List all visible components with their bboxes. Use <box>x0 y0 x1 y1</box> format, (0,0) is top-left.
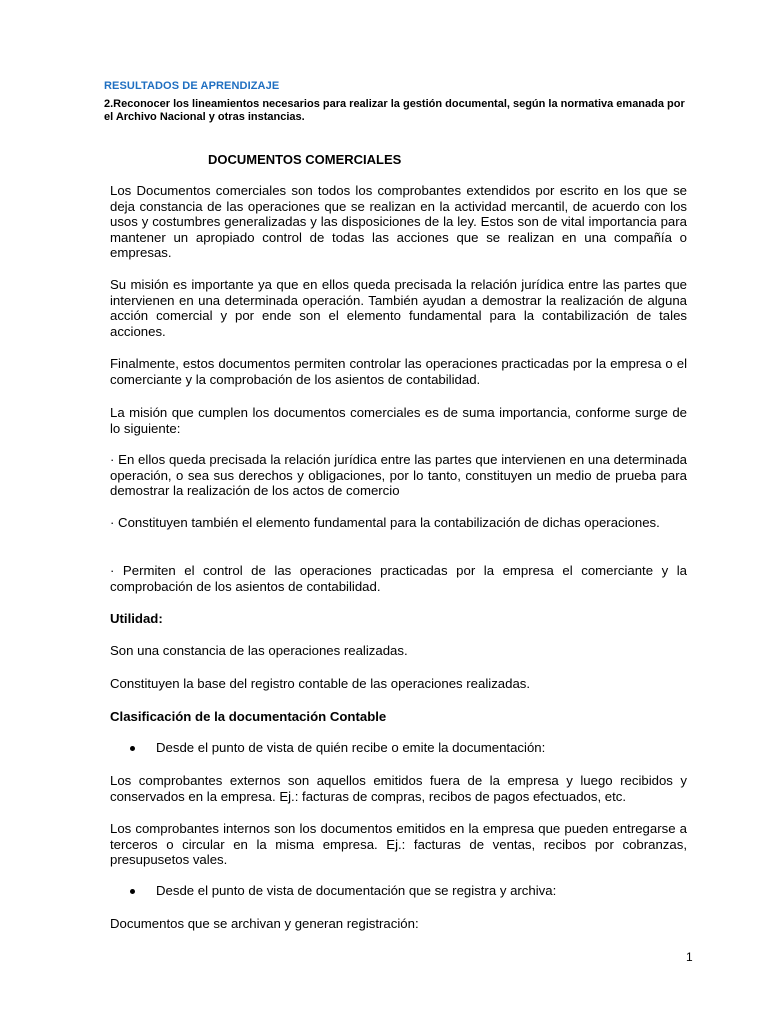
utilidad-line-2: Constituyen la base del registro contable de las operaciones realizadas. <box>110 676 531 691</box>
paragraph-mission: Su misión es importante ya que en ellos queda precisada la relación jurídica entre las partes que intervienen en una determinada operación. También ayudan a demostrar la realización de alguna acción comercial y por ende son el elemento fundamental para la contabilización de tales acciones. <box>110 277 687 339</box>
learning-objective: 2.Reconocer los lineamientos necesarios para realizar la gestión documental, según la normativa emanada por el Archivo Nacional y otras instancias. <box>104 98 685 123</box>
paragraph-importance: La misión que cumplen los documentos comerciales es de suma importancia, conforme surge de lo siguiente: <box>110 405 687 436</box>
bullet-icon <box>130 889 135 894</box>
clasificacion-heading: Clasificación de la documentación Contable <box>110 709 387 724</box>
paragraph-point-legal: · En ellos queda precisada la relación jurídica entre las partes que intervienen en una determinada operación, o sea sus derechos y obligaciones, por lo tanto, constituyen un medio de prueba para demostrar la realización de los actos de comercio <box>110 452 687 498</box>
paragraph-internos: Los comprobantes internos son los documentos emitidos en la empresa que pueden entregarse a terceros o circular en la misma empresa. Ej.: facturas de ventas, recibos por cobranzas, presupusetos vales. <box>110 821 687 867</box>
document-title: DOCUMENTOS COMERCIALES <box>208 152 402 167</box>
bullet-item-label: Desde el punto de vista de documentación que se registra y archiva: <box>156 883 557 898</box>
learning-outcomes-label: RESULTADOS DE APRENDIZAJE <box>104 80 280 92</box>
bullet-item-label: Desde el punto de vista de quién recibe o emite la documentación: <box>156 740 546 755</box>
paragraph-point-control: · Permiten el control de las operaciones practicadas por la empresa el comerciante y la comprobación de los asientos de contabilidad. <box>110 563 687 594</box>
paragraph-point-accounting: · Constituyen también el elemento fundamental para la contabilización de dichas operaciones. <box>110 515 660 530</box>
paragraph-externos: Los comprobantes externos son aquellos emitidos fuera de la empresa y luego recibidos y conservados en la empresa. Ej.: facturas de compras, recibos de pagos efectuados, etc. <box>110 773 687 804</box>
page-number: 1 <box>686 950 693 964</box>
bullet-icon <box>130 746 135 751</box>
utilidad-line-1: Son una constancia de las operaciones realizadas. <box>110 643 408 658</box>
paragraph-archivan: Documentos que se archivan y generan registración: <box>110 916 419 931</box>
paragraph-definition: Los Documentos comerciales son todos los comprobantes extendidos por escrito en los que se deja constancia de las operaciones que se realizan en la actividad mercantil, de acuerdo con los usos y costumbres generalizadas y las disposiciones de la ley. Estos son de vital importancia para mantener un apropiado control de todas las acciones que se realizan en una compañía o empresas. <box>110 183 687 260</box>
paragraph-control: Finalmente, estos documentos permiten controlar las operaciones practicadas por la empresa o el comerciante y la comprobación de los asientos de contabilidad. <box>110 356 687 387</box>
utilidad-heading: Utilidad: <box>110 611 163 626</box>
